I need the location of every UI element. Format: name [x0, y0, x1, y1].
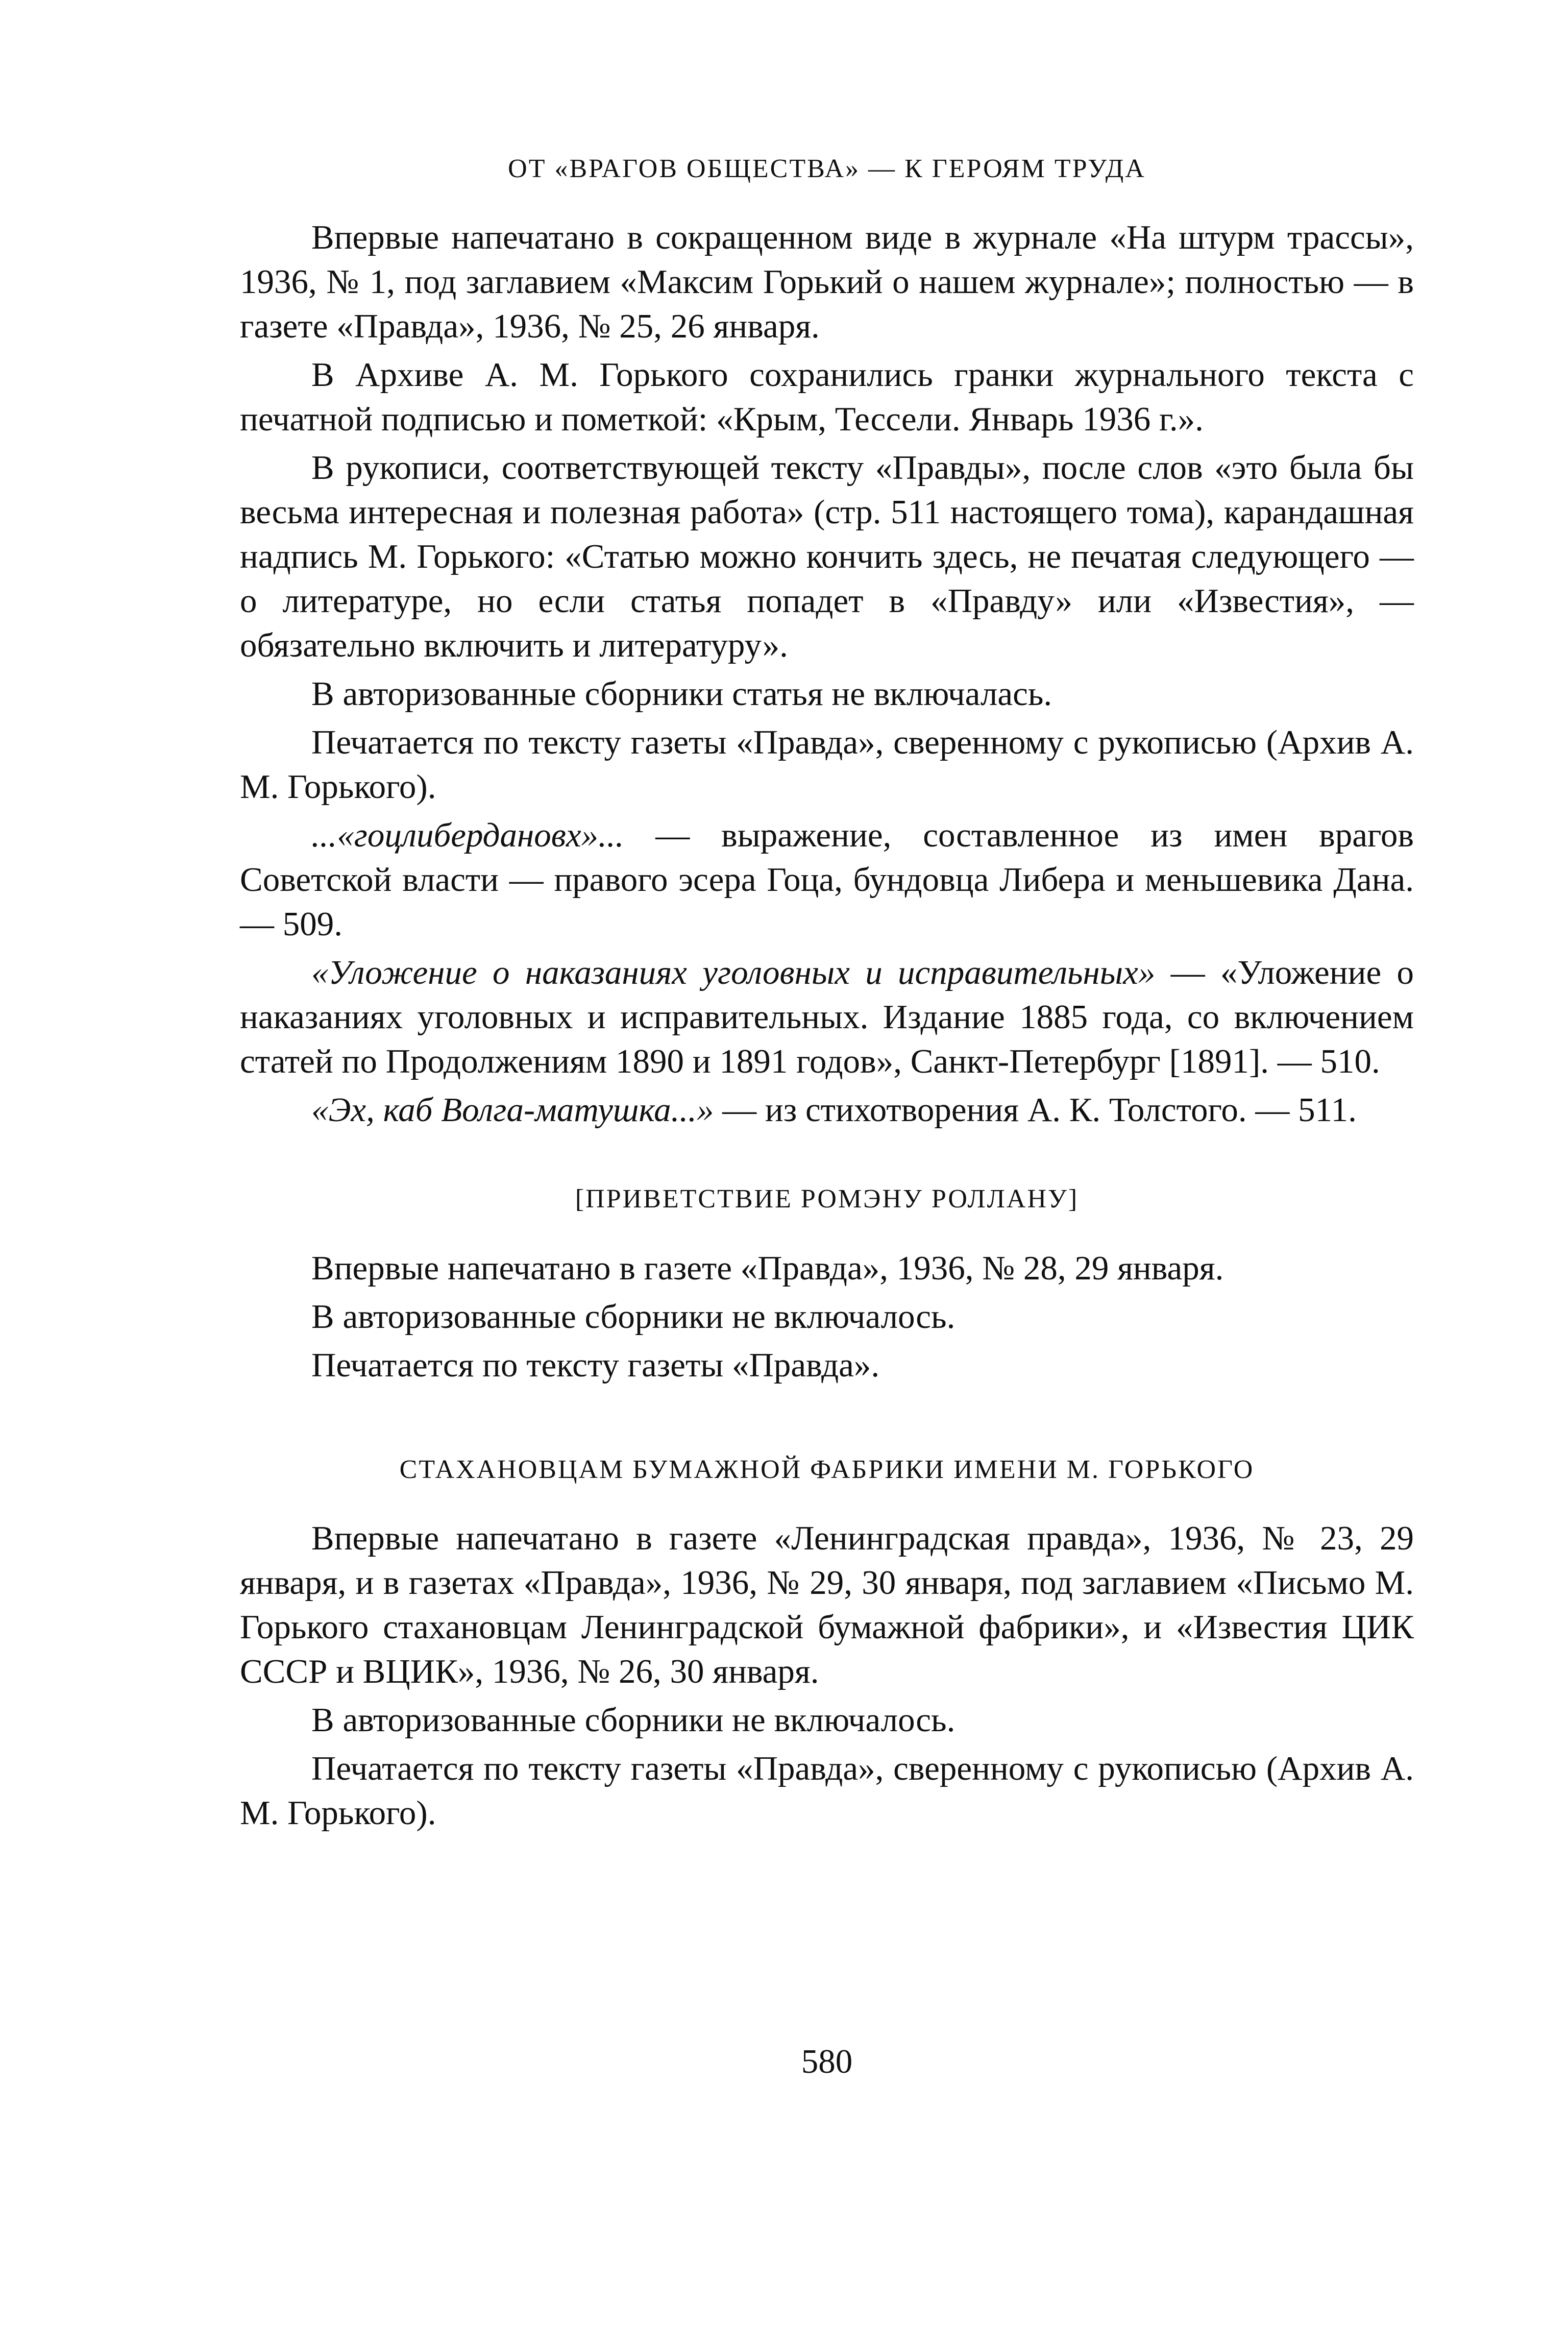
note-paragraph [240, 951, 1414, 1084]
paragraph: Впервые напечатано в сокращенном виде в журнале «На штурм трассы», 1936, № 1, под заглавием «Максим Горький о нашем журнале»; полностью — в газете «Правда», 1936, № 25, 26 января. [240, 219, 1414, 346]
note-paragraph [240, 1088, 1414, 1132]
section-enemies-to-heroes [240, 153, 1414, 1132]
section-greeting-rolland [240, 1183, 1414, 1387]
paragraph: Печатается по тексту газеты «Правда», сверенному с рукописью (Архив А. М. Горького). [240, 1750, 1414, 1832]
paragraph: Печатается по тексту газеты «Правда». [311, 1346, 880, 1384]
section-heading: ОТ «ВРАГОВ ОБЩЕСТВА» — К ГЕРОЯМ ТРУДА [508, 154, 1146, 183]
paragraph: В авторизованные сборники не включалось. [311, 1701, 955, 1739]
note-term: «Эх, каб Волга-матушка...» [311, 1091, 714, 1129]
note-text: — выражение, составленное из имен врагов Советской власти — правого эсера Гоца, бундовца Либера и меньшевика Дана. — 509. [240, 816, 1414, 943]
paragraph: Впервые напечатано в газете «Ленинградская правда», 1936, № 23, 29 января, и в газетах «Правда», 1936, № 29, 30 января, под заглавием «Письмо М. Горького стахановцам Ленинградской бумажной фабрики», и «Известия ЦИК СССР и ВЦИК», 1936, № 26, 30 января. [240, 1519, 1414, 1691]
note-term: «Уложение о наказаниях уголовных и исправительных» [311, 954, 1156, 992]
note-term: ...«гоцлибердановх»... [311, 816, 624, 855]
section-heading: [ПРИВЕТСТВИЕ РОМЭНУ РОЛЛАНУ] [575, 1184, 1079, 1214]
paragraph: В авторизованные сборники не включалось. [311, 1297, 955, 1336]
paragraph: В Архиве А. М. Горького сохранились гранки журнального текста с печатной подписью и пометкой: «Крым, Тессели. Январь 1936 г.». [240, 356, 1414, 439]
book-page [240, 133, 1414, 2226]
section-stakhanovites [240, 1454, 1414, 1835]
paragraph: Печатается по тексту газеты «Правда», сверенному с рукописью (Архив А. М. Горького). [240, 723, 1414, 806]
section-heading: СТАХАНОВЦАМ БУМАЖНОЙ ФАБРИКИ ИМЕНИ М. ГОРЬКОГО [399, 1455, 1255, 1484]
paragraph: В авторизованные сборники статья не включалась. [311, 675, 1052, 713]
note-text: — «Уложение о наказаниях уголовных и исправительных. Издание 1885 года, со включением статей по Продолжениям 1890 и 1891 годов», Санкт-Петербург [1891]. — 510. [240, 954, 1414, 1081]
note-text: — из стихотворения А. К. Толстого. — 511. [714, 1091, 1357, 1129]
paragraph: В рукописи, соответствующей тексту «Правды», после слов «это была бы весьма интересная и полезная работа» (стр. 511 настоящего тома), карандашная надпись М. Горького: «Статью можно кончить здесь, не печатая следующего — о литературе, но если статья попадет в «Правду» или «Известия», — обязательно включить и литературу». [240, 449, 1414, 665]
paragraph: Впервые напечатано в газете «Правда», 1936, № 28, 29 января. [311, 1249, 1224, 1287]
page-number: 580 [801, 2043, 853, 2080]
note-paragraph [240, 813, 1414, 947]
